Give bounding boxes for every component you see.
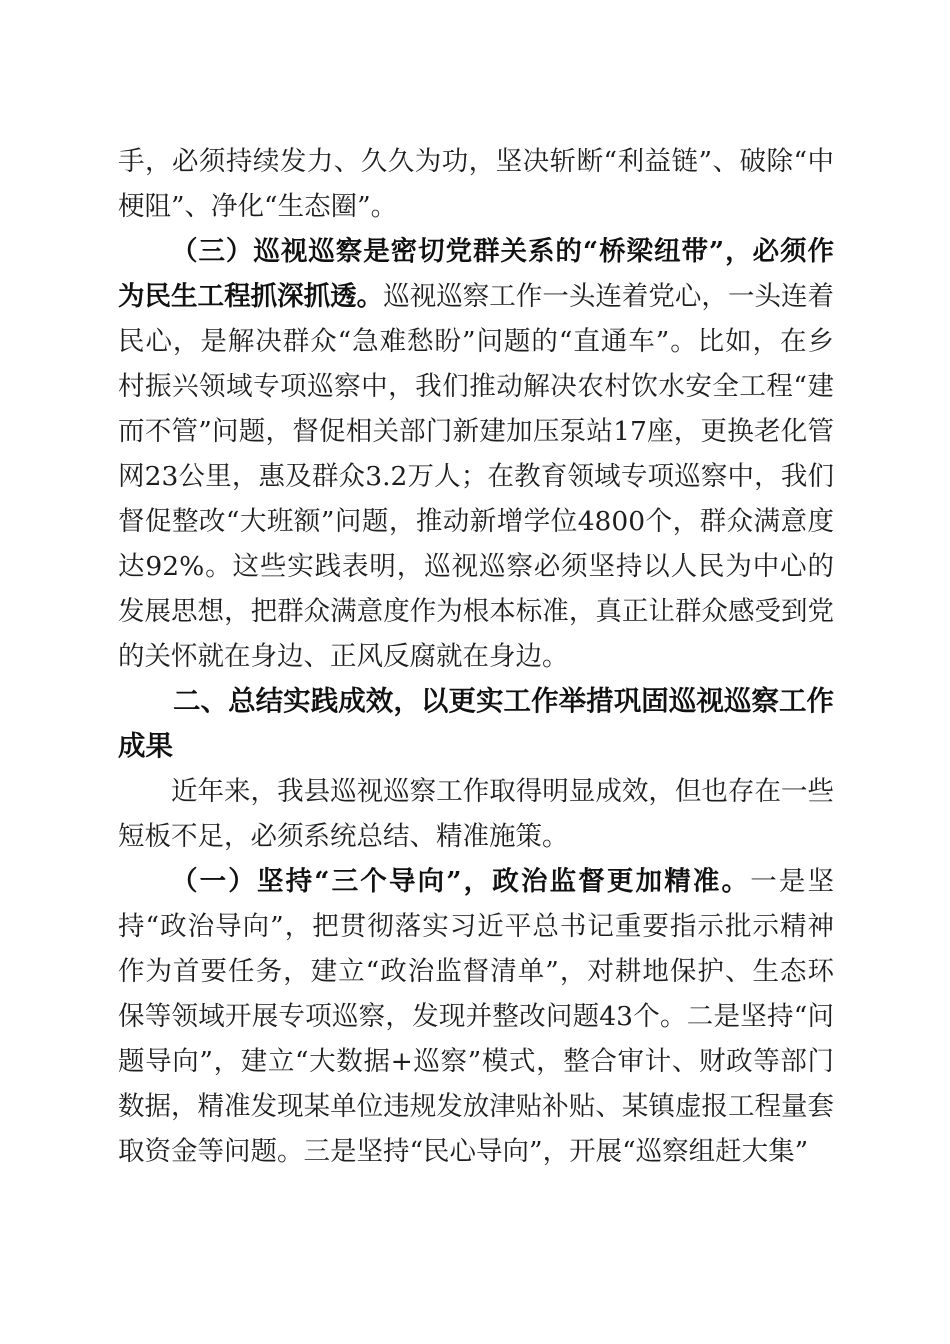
bold-text-run: （一）坚持“三个导向”，政治监督更加精准。 (171, 866, 751, 897)
para-recent-years (118, 769, 834, 859)
para-point-one (118, 859, 834, 1174)
text-run: 一是坚持“政治导向”，把贯彻落实习近平总书记重要指示批示精神作为首要任务，建立“政治监督清单”，对耕地保护、生态环保等领域开展专项巡察，发现并整改问题43个。二是坚持“问题导向”，建立“大数据+巡察”模式，整合审计、财政等部门数据，精准发现某单位违规发放津贴补贴、某镇虚报工程量套取资金等问题。三是坚持“民心导向”，开展“巡察组赶大集” (118, 866, 834, 1167)
text-run: 手，必须持续发力、久久为功，坚决斩断“利益链”、破除“中梗阻”、净化“生态圈”。 (118, 146, 834, 222)
heading-section-two (118, 679, 834, 769)
para-continuation (118, 139, 834, 229)
document-content (118, 139, 834, 1174)
bold-text-run: 二、总结实践成效，以更实工作举措巩固巡视巡察工作成果 (118, 685, 834, 762)
text-run: 近年来，我县巡视巡察工作取得明显成效，但也存在一些短板不足，必须系统总结、精准施策。 (118, 776, 834, 852)
bold-text-run: （三）巡视巡察是密切党群关系的“桥梁纽带”，必须作为民生工程抓深抓透。 (118, 236, 834, 312)
para-section-three (118, 229, 834, 679)
text-run: 巡视巡察工作一头连着党心，一头连着民心，是解决群众“急难愁盼”问题的“直通车”。比如，在乡村振兴领域专项巡察中，我们推动解决农村饮水安全工程“建而不管”问题，督促相关部门新建加压泵站17座，更换老化管网23公里，惠及群众3.2万人；在教育领域专项巡察中，我们督促整改“大班额”问题，推动新增学位4800个，群众满意度达92%。这些实践表明，巡视巡察必须坚持以人民为中心的发展思想，把群众满意度作为根本标准，真正让群众感受到党的关怀就在身边、正风反腐就在身边。 (118, 281, 835, 672)
